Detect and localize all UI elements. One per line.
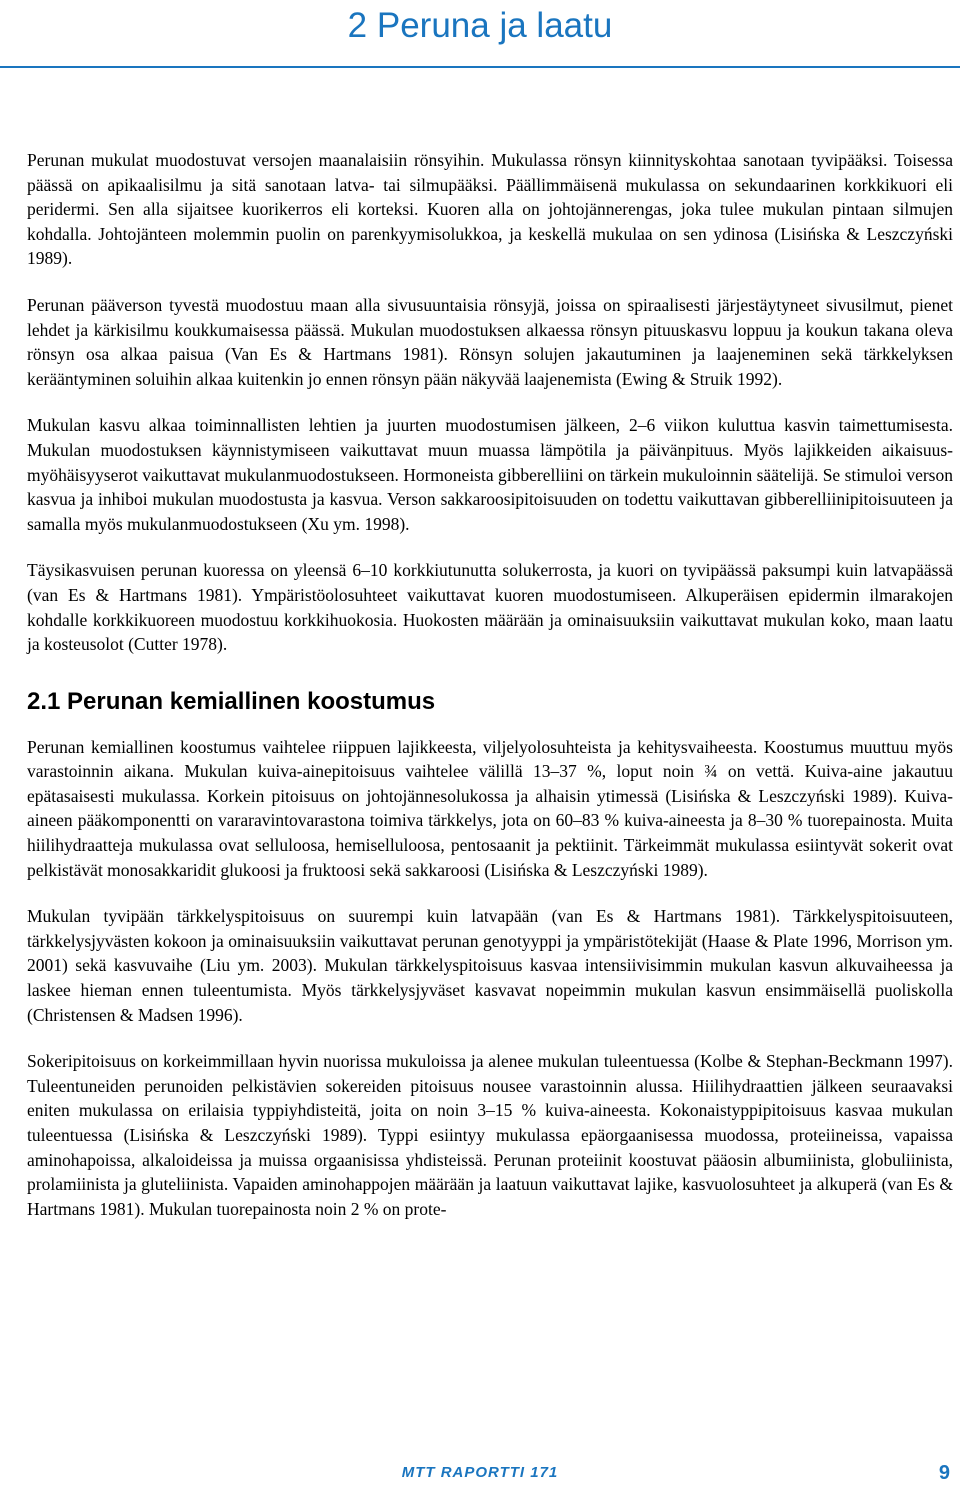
page-number: 9	[938, 1462, 950, 1484]
paragraph: Perunan kemiallinen koostumus vaihtelee riippuen lajikkeesta, viljelyolosuhteista ja kehitysvaiheesta. Koostumus muuttuu myös varastoinnin aikana. Mukulan kuiva-ainepitoisuus vaihtelee välillä 13–37 %, loput noin ¾ on vettä. Kuiva-aine jakautuu epätasaisesti mukulassa. Korkein pitoisuus on johtojännesolukossa ja alhaisin ytimessä (Lisińska & Leszczyński 1989). Kuiva-aineen pääkomponentti on vararavintovarastona toimiva tärkkelys, jota on 60–83 % kuiva-aineesta ja 8–30 % tuorepainosta. Muita hiilihydraatteja mukulassa ovat selluloosa, hemiselluloosa, pentosaanit ja pektiinit. Tärkeimmät mukulassa esiintyvät sokerit ovat pelkistävät monosakkaridit glukoosi ja fruktoosi sekä sakkaroosi (Lisińska & Leszczyński 1989).	[27, 736, 953, 880]
footer-series-title: MTT RAPORTTI 171	[401, 1464, 559, 1481]
chapter-title: 2 Peruna ja laatu	[347, 6, 613, 45]
paragraph: Sokeripitoisuus on korkeimmillaan hyvin nuorissa mukuloissa ja alenee mukulan tuleentuessa (Kolbe & Stephan-Beckmann 1997). Tuleentuneiden perunoiden pelkistävien sokereiden pitoisuus nousee varastoinnin alussa. Hiilihydraattien jälkeen seuraavaksi eniten mukulassa on erilaisia typpiyhdisteitä, joita on noin 3–15 % kuiva-aineesta. Kokonaistyppipitoisuus kasvaa mukulan tuleentuessa (Lisińska & Leszczyński 1989). Typpi esiintyy mukulassa epäorgaanisessa muodossa, proteiineissa, vapaissa aminohapoissa, alkaloideissa ja muissa orgaanisissa yhdisteissä. Perunan proteiinit koostuvat pääosin albumiinista, globuliinista, prolamiinista ja gluteliinista. Vapaiden aminohappojen määrään ja laatuun vaikuttavat lajike, kasvuolosuhteet ja alkuperä (van Es & Hartmans 1981). Mukulan tuorepainosta noin 2 % on prote-	[27, 1051, 953, 1219]
paragraph: Perunan mukulat muodostuvat versojen maanalaisiin rönsyihin. Mukulassa rönsyn kiinnityskohtaa sanotaan tyvipääksi. Toisessa päässä on apikaalisilmu ja sitä sanotaan latva- tai silmupääksi. Päällimmäisenä mukulassa on sekundaarinen korkkikuori eli peridermi. Sen alla sijaitsee kuorikerros eli korteksi. Kuoren alla on johtojännerengas, joka tulee mukulan pintaan silmujen kohdalla. Johtojänteen molemmin puolin on parenkyymisolukkoa, ja keskellä mukulaa on sen ydinosa (Lisińska & Leszczyński 1989).	[27, 150, 953, 269]
page-content	[27, 148, 953, 1221]
paragraph: Täysikasvuisen perunan kuoressa on yleensä 6–10 korkkiutunutta solukerrosta, ja kuori on tyvipäässä paksumpi kuin latvapäässä (van Es & Hartmans 1981). Ympäristöolosuhteet vaikuttavat kuoren muodostumiseen. Alkuperäisen epidermin ilmarakojen kohdalle korkkikuoreen muodostuu korkkihuokosia. Huokosten määrään ja ominaisuuksiin vaikuttavat mukulan koko, maan laatu ja kosteusolot (Cutter 1978).	[27, 560, 953, 655]
paragraph: Perunan pääverson tyvestä muodostuu maan alla sivusuuntaisia rönsyjä, joissa on spiraalisesti järjestäytyneet sivusilmut, pienet lehdet ja kärkisilmu koukkumaisessa päässä. Mukulan muodostuksen alkaessa rönsyn pituuskasvu loppuu ja koukun takana oleva rönsyn osa alkaa paisua (Van Es & Hartmans 1981). Rönsyn solujen jakautuminen ja laajeneminen sekä tärkkelyksen kerääntyminen soluihin alkaa kuitenkin jo ennen rönsyn pään näkyvää laajenemista (Ewing & Struik 1992).	[27, 294, 953, 389]
section-heading: 2.1 Perunan kemiallinen koostumus	[27, 687, 436, 715]
paragraph: Mukulan kasvu alkaa toiminnallisten lehtien ja juurten muodostumisen jälkeen, 2–6 viikon kuluttua kasvin taimettumisesta. Mukulan muodostuksen käynnistymiseen vaikuttavat muun muassa lämpötila ja päivänpituus. Myös lajikkeiden aikaisuus-myöhäisyyserot vaikuttavat mukulanmuodostukseen. Hormoneista gibberelliini on tärkein mukuloinnin säätelijä. Se stimuloi verson kasvua ja inhiboi mukulan muodostusta ja kasvua. Verson sakkaroosipitoisuuden on todettu vaikuttavan gibberelliinipitoisuuteen ja samalla myös mukulanmuodostukseen (Xu ym. 1998).	[27, 415, 953, 534]
title-rule	[0, 66, 960, 68]
paragraph: Mukulan tyvipään tärkkelyspitoisuus on suurempi kuin latvapään (van Es & Hartmans 1981). Tärkkelyspitoisuuteen, tärkkelysjyvästen kokoon ja ominaisuuksiin vaikuttavat perunan genotyyppi ja ympäristötekijät (Haase & Plate 1996, Morrison ym. 2001) sekä kasvuvaihe (Liu ym. 2003). Mukulan tärkkelyspitoisuus kasvaa intensiivisimmin mukulan kasvun alkuvaiheessa ja laskee hieman ennen tuleentumista. Myös tärkkelysjyväset kasvavat nopeimmin mukulan kasvun ensimmäisellä puoliskolla (Christensen & Madsen 1996).	[27, 906, 953, 1025]
